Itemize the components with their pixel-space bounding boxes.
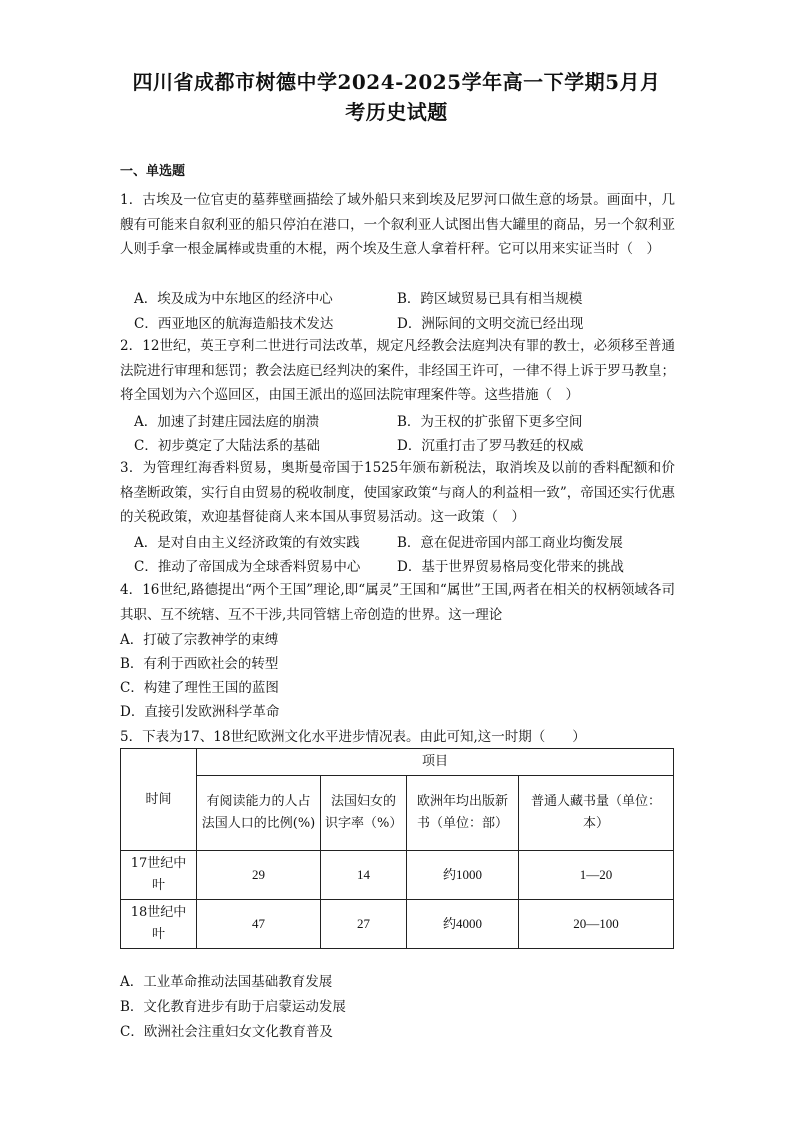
table-subheader-row bbox=[121, 776, 674, 851]
question-3-option-a: A．是对自由主义经济政策的有效实践 bbox=[134, 535, 360, 551]
question-5-option-a: A．工业革命推动法国基础教育发展 bbox=[120, 974, 333, 990]
question-1-option-c: C．西亚地区的航海造船技术发达 bbox=[134, 316, 334, 332]
question-1-option-d: D．洲际间的文明交流已经出现 bbox=[397, 316, 584, 332]
question-2-option-a: A．加速了封建庄园法庭的崩溃 bbox=[134, 414, 320, 430]
question-4-option-c: C．构建了理性王国的蓝图 bbox=[120, 680, 279, 696]
table-cell-time: 18世纪中叶 bbox=[121, 900, 197, 949]
table-row bbox=[121, 851, 674, 900]
question-4-option-b: B．有利于西欧社会的转型 bbox=[120, 656, 279, 672]
table-cell: 约1000 bbox=[407, 851, 519, 900]
page-title-line1: 四川省成都市树德中学2024-2025学年高一下学期5月月 bbox=[132, 70, 661, 94]
question-4-option-d: D．直接引发欧洲科学革命 bbox=[120, 704, 280, 720]
question-1-option-a: A．埃及成为中东地区的经济中心 bbox=[134, 291, 333, 307]
question-4-option-a: A．打破了宗教神学的束缚 bbox=[120, 632, 279, 648]
table-column-header: 欧洲年均出版新书（单位：部） bbox=[407, 776, 519, 851]
question-2-option-c: C．初步奠定了大陆法系的基础 bbox=[134, 438, 320, 454]
question-4-stem: 4．16世纪,路德提出“两个王国”理论,即“属灵”王国和“属世”王国,两者在相关的权柄领域各司其职、互不统辖、互不干涉,共同管辖上帝创造的世界。这一理论 bbox=[120, 582, 675, 623]
question-3-option-c: C．推动了帝国成为全球香料贸易中心 bbox=[134, 559, 361, 575]
table-column-header: 有阅读能力的人占法国人口的比例(%) bbox=[197, 776, 321, 851]
question-2-option-b: B．为王权的扩张留下更多空间 bbox=[397, 414, 583, 430]
question-5-option-b: B．文化教育进步有助于启蒙运动发展 bbox=[120, 999, 346, 1015]
table-cell: 27 bbox=[321, 900, 407, 949]
table-column-header: 法国妇女的识字率（%） bbox=[321, 776, 407, 851]
question-3-option-d: D．基于世界贸易格局变化带来的挑战 bbox=[397, 559, 624, 575]
question-1-option-b: B．跨区域贸易已具有相当规模 bbox=[397, 291, 583, 307]
question-1-stem: 1．古埃及一位官吏的墓葬壁画描绘了域外船只来到埃及尼罗河口做生意的场景。画面中，几艘有可能来自叙利亚的船只停泊在港口，一个叙利亚人试图出售大罐里的商品，另一个叙利亚人则手拿一根金属棒或贵重的木棍，两个埃及生意人拿着杆秤。它可以用来实证当时（ ） bbox=[120, 192, 675, 257]
table-cell: 47 bbox=[197, 900, 321, 949]
question-2-option-d: D．沉重打击了罗马教廷的权威 bbox=[397, 438, 584, 454]
table-header-project: 项目 bbox=[197, 749, 674, 776]
table-cell: 1—20 bbox=[519, 851, 674, 900]
table-cell: 14 bbox=[321, 851, 407, 900]
table-cell-time: 17世纪中叶 bbox=[121, 851, 197, 900]
question-5-stem: 5．下表为17、18世纪欧洲文化水平进步情况表。由此可知,这一时期（ ） bbox=[120, 729, 586, 745]
culture-progress-table bbox=[120, 748, 674, 949]
question-3-option-b: B．意在促进帝国内部工商业均衡发展 bbox=[397, 535, 623, 551]
page-title-line2: 考历史试题 bbox=[345, 100, 448, 124]
table-cell: 约4000 bbox=[407, 900, 519, 949]
question-3-stem: 3．为管理红海香料贸易，奥斯曼帝国于1525年颁布新税法，取消埃及以前的香料配额和价格垄断政策，实行自由贸易的税收制度，使国家政策“与商人的利益相一致”，帝国还实行优惠的关税政策，欢迎基督徒商人来本国从事贸易活动。这一政策（ ） bbox=[120, 460, 675, 525]
question-5-option-c: C．欧洲社会注重妇女文化教育普及 bbox=[120, 1024, 333, 1040]
table-column-header: 普通人藏书量（单位：本） bbox=[519, 776, 674, 851]
question-2-stem: 2．12世纪，英王亨利二世进行司法改革，规定凡经教会法庭判决有罪的教士，必须移至普通法院进行审理和惩罚；教会法庭已经判决的案件，非经国王许可，一律不得上诉于罗马教皇；将全国划为六个巡回区，由国王派出的巡回法院审理案件等。这些措施（ ） bbox=[120, 338, 675, 403]
section-heading: 一、单选题 bbox=[120, 164, 186, 179]
table-header-time: 时间 bbox=[121, 749, 197, 851]
table-cell: 20—100 bbox=[519, 900, 674, 949]
table-header-row bbox=[121, 749, 674, 776]
table-row bbox=[121, 900, 674, 949]
table-cell: 29 bbox=[197, 851, 321, 900]
